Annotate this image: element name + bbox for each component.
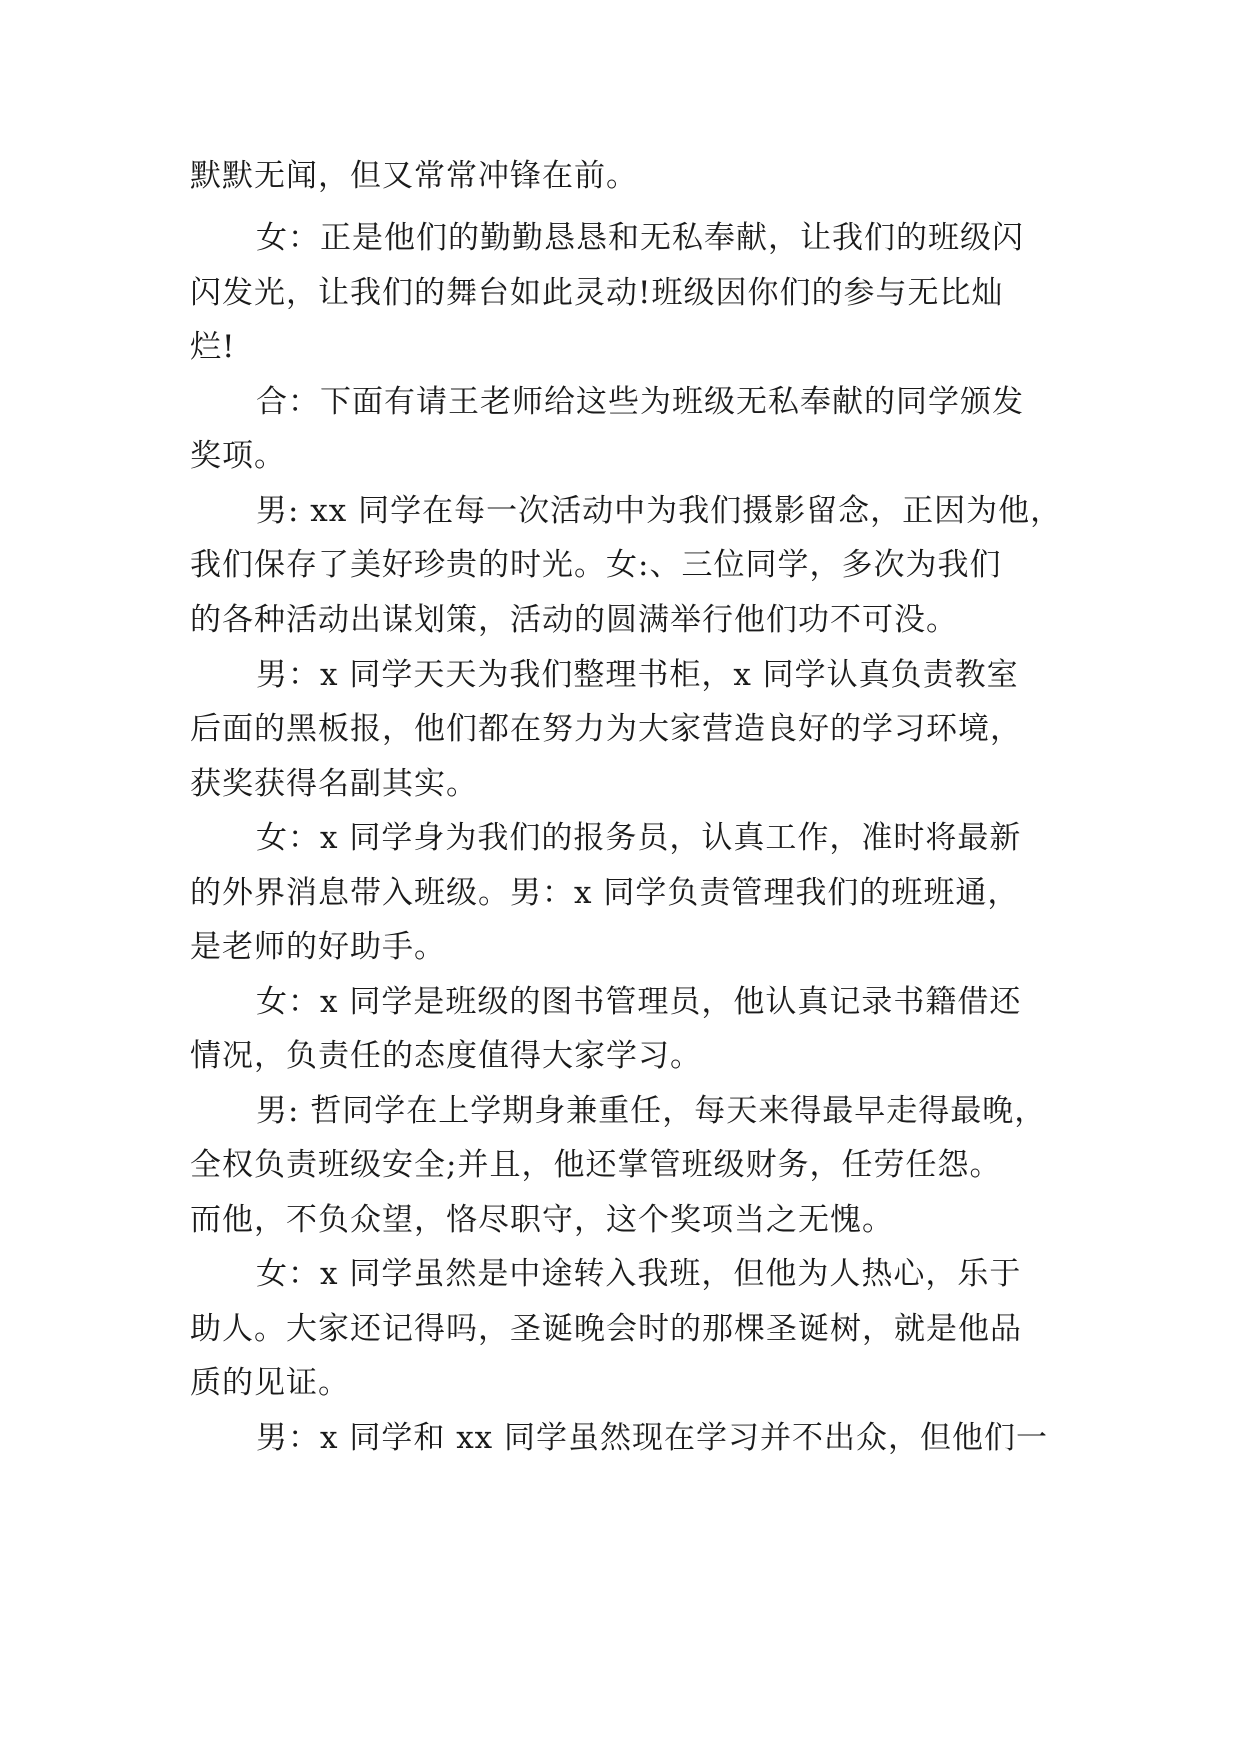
paragraph-line: 合：下面有请王老师给这些为班级无私奉献的同学颁发 [256, 384, 1024, 420]
paragraph-line: 女：x 同学是班级的图书管理员，他认真记录书籍借还 [256, 984, 1022, 1020]
paragraph-line: 女：x 同学虽然是中途转入我班，但他为人热心，乐于 [256, 1256, 1022, 1292]
paragraph-line: 而他，不负众望，恪尽职守，这个奖项当之无愧。 [190, 1202, 894, 1238]
paragraph-line: 助人。大家还记得吗，圣诞晚会时的那棵圣诞树，就是他品 [190, 1311, 1022, 1347]
paragraph-line: 男: 哲同学在上学期身兼重任，每天来得最早走得最晚， [256, 1093, 1047, 1129]
paragraph-line: 烂! [190, 329, 236, 365]
paragraph-line: 后面的黑板报，他们都在努力为大家营造良好的学习环境， [190, 711, 1022, 747]
paragraph-line: 男：x 同学天天为我们整理书柜，x 同学认真负责教室 [256, 657, 1019, 693]
paragraph-line: 闪发光，让我们的舞台如此灵动!班级因你们的参与无比灿 [190, 275, 1004, 311]
paragraph-line: 获奖获得名副其实。 [190, 766, 478, 802]
paragraph-line: 是老师的好助手。 [190, 929, 446, 965]
paragraph-line: 质的见证。 [190, 1365, 350, 1401]
paragraph-line: 女：x 同学身为我们的报务员，认真工作，准时将最新 [256, 820, 1022, 856]
paragraph-line: 的外界消息带入班级。男：x 同学负责管理我们的班班通， [190, 875, 1020, 911]
paragraph-line: 奖项。 [190, 438, 286, 474]
paragraph-line: 全权负责班级安全;并且，他还掌管班级财务，任劳任怨。 [190, 1147, 1002, 1183]
paragraph-line: 男：x 同学和 xx 同学虽然现在学习并不出众，但他们一 [256, 1420, 1049, 1456]
paragraph-line: 男: xx 同学在每一次活动中为我们摄影留念，正因为他， [256, 493, 1063, 529]
paragraph-line: 默默无闻，但又常常冲锋在前。 [190, 158, 638, 194]
paragraph-line: 女：正是他们的勤勤恳恳和无私奉献，让我们的班级闪 [256, 220, 1024, 256]
paragraph-line: 情况，负责任的态度值得大家学习。 [190, 1038, 702, 1074]
paragraph-line: 的各种活动出谋划策，活动的圆满举行他们功不可没。 [190, 602, 958, 638]
paragraph-line: 我们保存了美好珍贵的时光。女:、三位同学，多次为我们 [190, 547, 1002, 583]
